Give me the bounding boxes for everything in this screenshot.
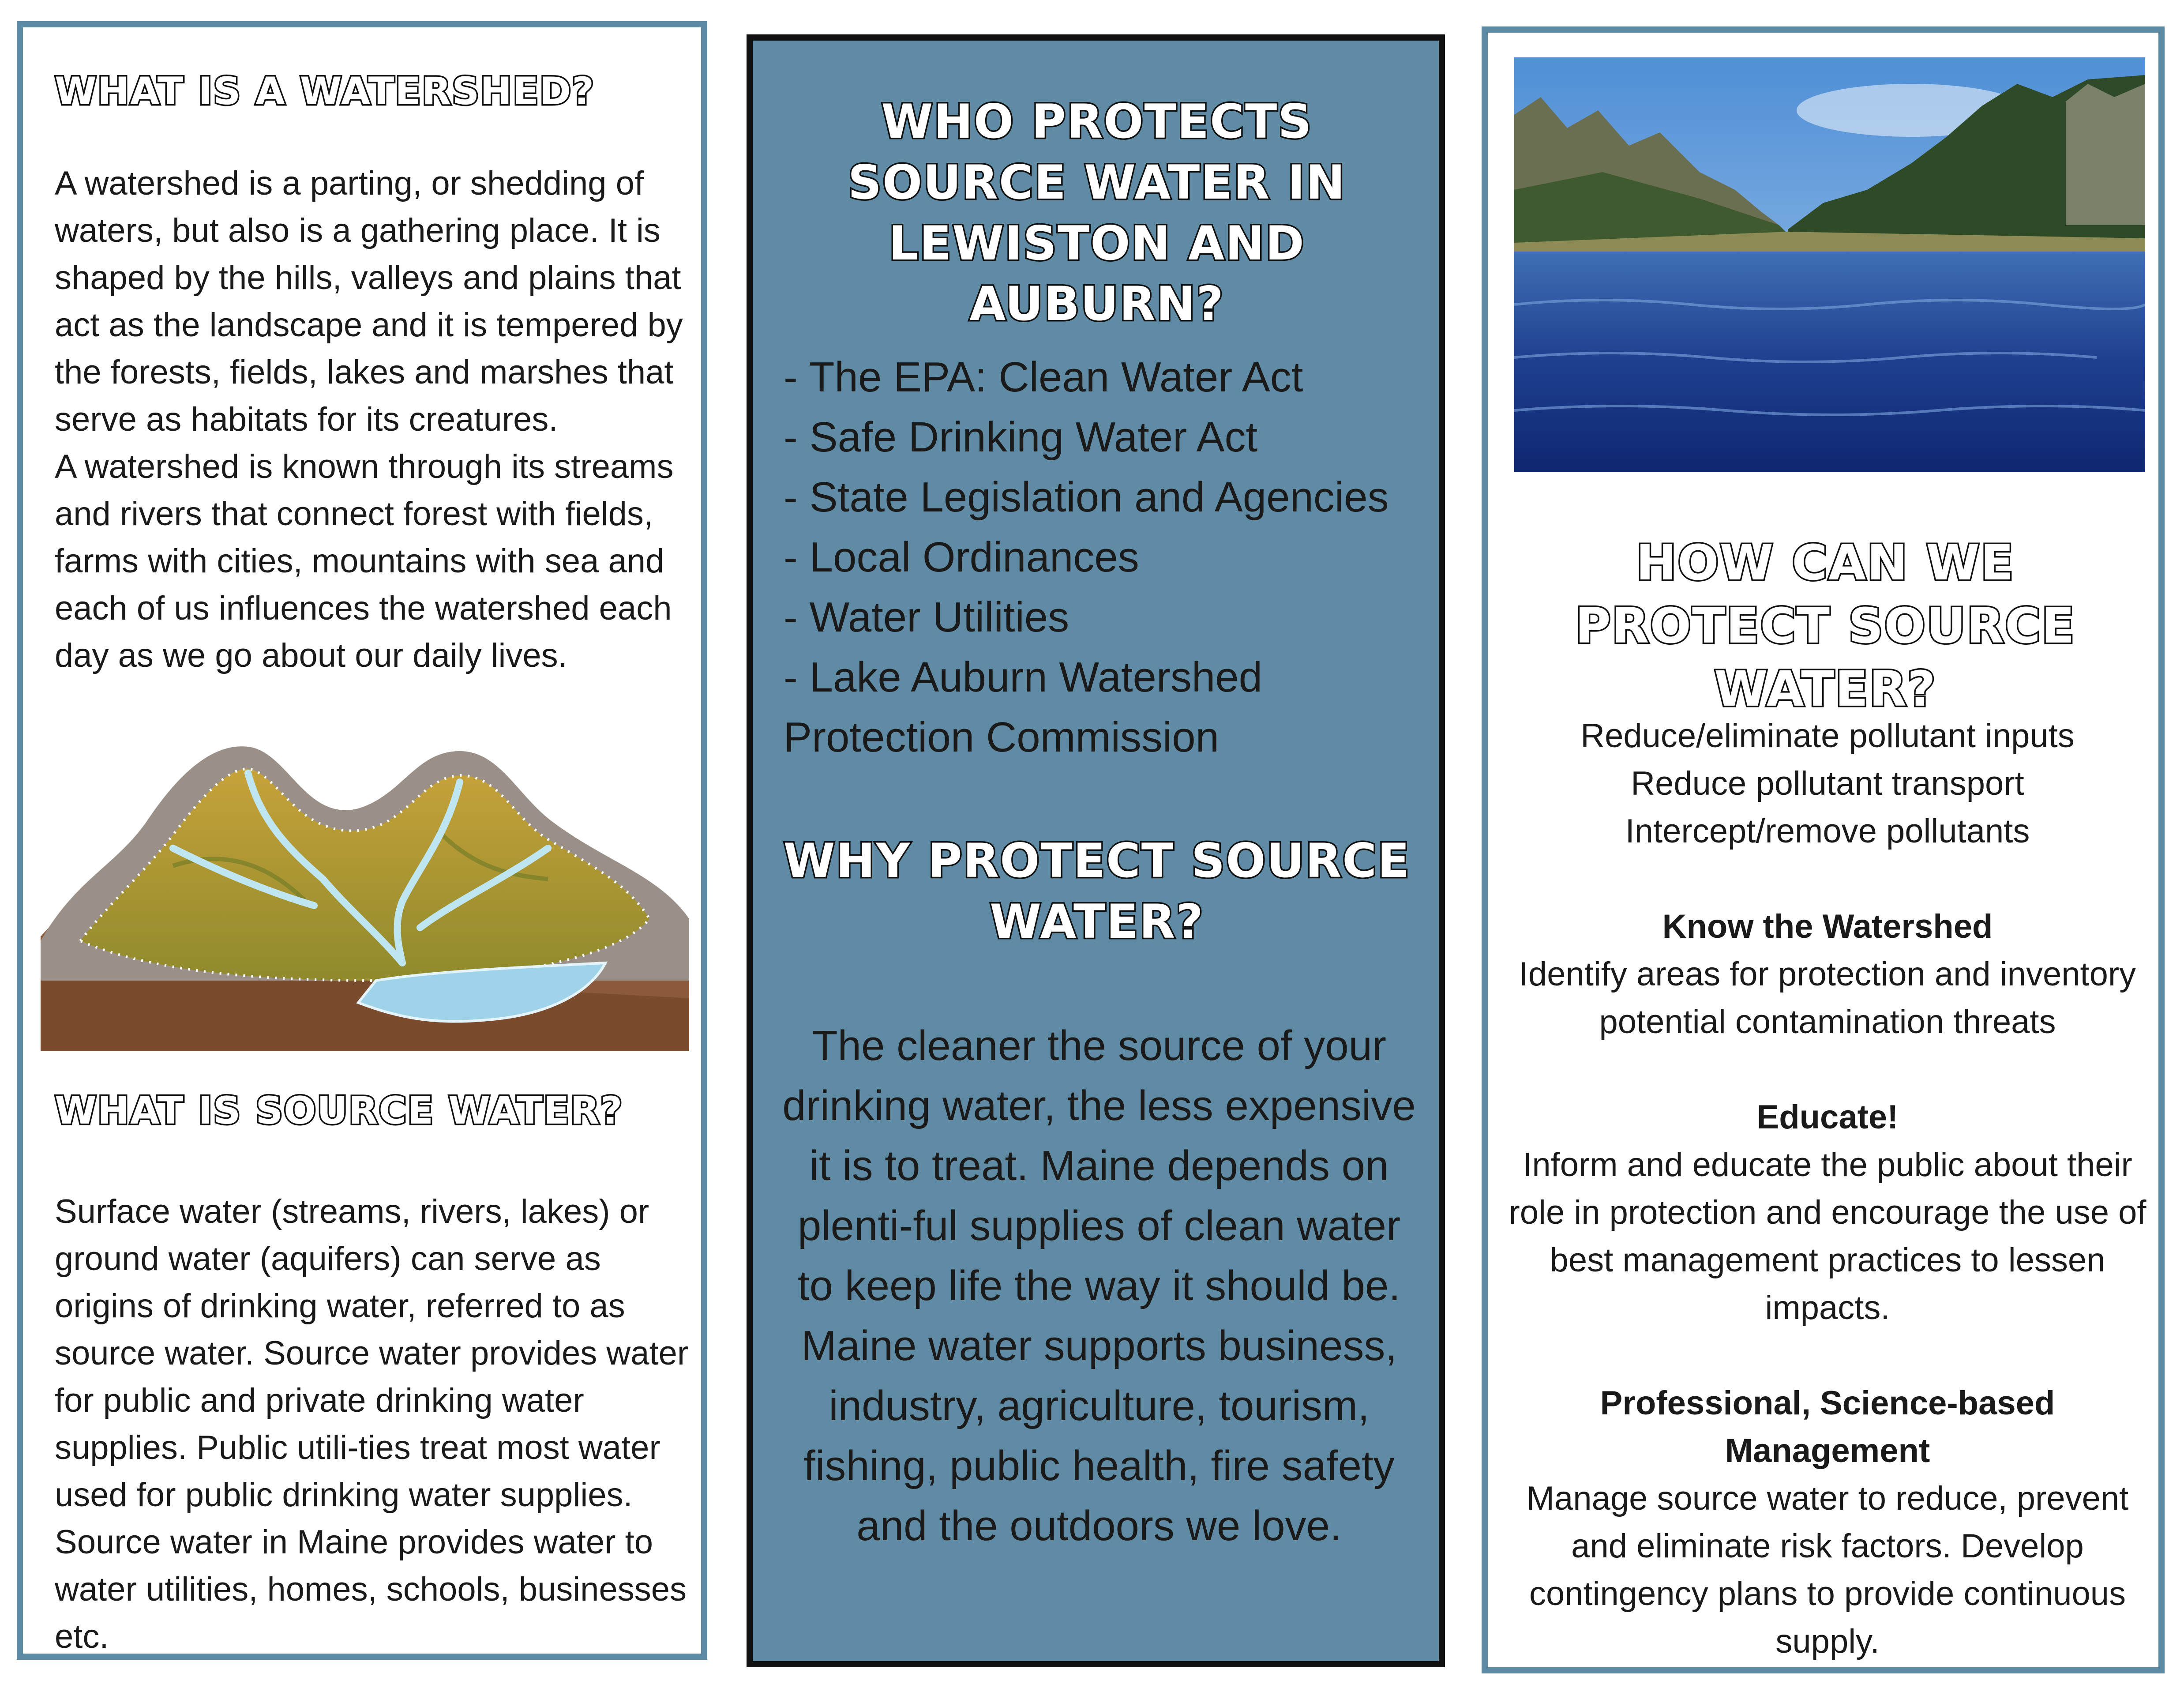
source-water-text: Surface water (streams, rivers, lakes) or ground water (aquifers) can serve as origins of drinking water, referred to as source water. Source water provides water for public and private drinking water supplies. Public utili-ties treat most water used for public drinking water supplies. Source water in Maine provides water to water utilities, homes, schools, businesses etc.	[55, 1193, 689, 1655]
watershed-illustration	[41, 733, 694, 1051]
watershed-text	[55, 160, 699, 679]
educate-text: Inform and educate the public about their role in protection and encourage the use of best management practices to lessen impacts.	[1509, 1146, 2146, 1327]
how-protect-heading: HOW CAN WE PROTECT SOURCE WATER?	[1575, 534, 2075, 717]
who-protects-list	[784, 347, 1423, 767]
educate-title: Educate!	[1756, 1098, 1899, 1136]
source-water-heading: WHAT IS SOURCE WATER?	[55, 1089, 623, 1133]
management-title: Professional, Science-based Management	[1600, 1384, 2055, 1470]
intro-line: Reduce pollutant transport	[1631, 765, 2024, 802]
intro-line: Intercept/remove pollutants	[1625, 812, 2030, 850]
know-watershed-title: Know the Watershed	[1662, 908, 1993, 945]
watershed-heading: WHAT IS A WATERSHED?	[55, 69, 595, 113]
know-watershed-text: Identify areas for protection and inventory potential contamination threats	[1519, 955, 2136, 1041]
left-panel	[17, 21, 707, 1660]
list-item: - Local Ordinances	[784, 534, 1139, 581]
list-item: - Safe Drinking Water Act	[784, 414, 1258, 461]
why-protect-text: The cleaner the source of your drinking water, the less expensive it is to treat. Maine depends on plenti-ful supplies of clean water to keep life the way it should be. Maine water supports business, industry, agriculture, tourism, fishing, public health, fire safety and the outdoors we love.	[782, 1022, 1416, 1549]
management-text: Manage source water to reduce, prevent and eliminate risk factors. Develop contingency plans to provide continuous supply.	[1526, 1480, 2129, 1660]
who-protects-heading: WHO PROTECTS SOURCE WATER IN LEWISTON AND AUBURN?	[848, 94, 1346, 331]
why-protect-heading: WHY PROTECT SOURCE WATER?	[783, 834, 1411, 949]
watershed-paragraph-1: A watershed is a parting, or shedding of waters, but also is a gathering place. It is shaped by the hills, valleys and plains that act as the landscape and it is tempered by the forests, fields, lakes and marshes that serve as habitats for its creatures.	[55, 165, 683, 438]
list-item: - Lake Auburn Watershed Protection Commission	[784, 654, 1263, 761]
intro-line: Reduce/eliminate pollutant inputs	[1580, 717, 2075, 755]
right-panel	[1482, 26, 2165, 1673]
middle-panel	[747, 34, 1445, 1667]
list-item: - Water Utilities	[784, 594, 1069, 641]
lake-photo	[1514, 57, 2145, 472]
how-protect-text	[1501, 712, 2154, 1665]
watershed-paragraph-2: A watershed is known through its streams and rivers that connect forest with fields, farms with cities, mountains with sea and each of us influences the watershed each day as we go about our daily lives.	[55, 448, 674, 674]
list-item: - The EPA: Clean Water Act	[784, 353, 1303, 401]
list-item: - State Legislation and Agencies	[784, 474, 1389, 521]
